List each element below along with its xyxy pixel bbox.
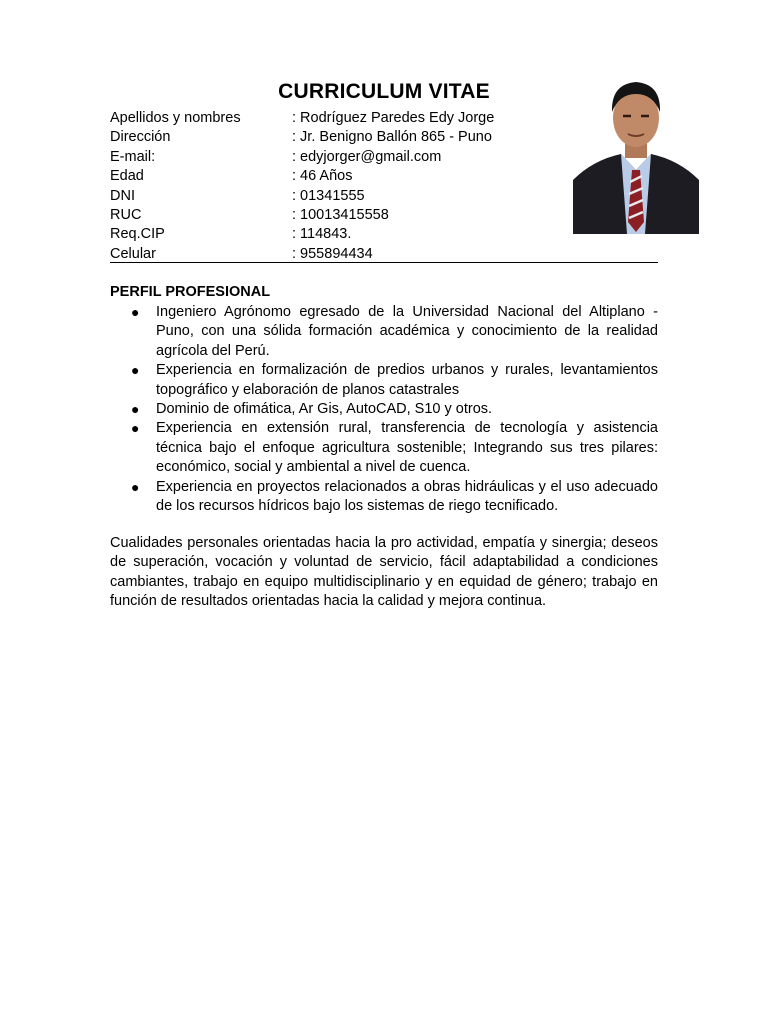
list-item	[110, 303, 658, 361]
info-label: E-mail:	[110, 148, 156, 165]
page-title: CURRICULUM VITAE	[278, 80, 490, 103]
list-item-text: Ingeniero Agrónomo egresado de la Universidad Nacional del Altiplano - Puno, con una sólida formación académica y conocimiento de la realidad agrícola del Perú.	[156, 304, 658, 359]
info-label: DNI	[110, 187, 135, 204]
cualidades-paragraph: Cualidades personales orientadas hacia la pro actividad, empatía y sinergia; deseos de superación, vocación y voluntad de servicio, fácil adaptabilidad a condiciones cambiantes, trabajo en equipo multidisciplinario y en equidad de género; trabajo en función de resultados orientadas hacia la calidad y mejora continua.	[110, 535, 658, 610]
info-label: RUC	[110, 206, 142, 223]
info-value: : 01341555	[292, 187, 365, 204]
info-value: : 10013415558	[292, 206, 389, 223]
list-item	[110, 361, 658, 400]
info-label: Req.CIP	[110, 226, 165, 243]
info-label: Apellidos y nombres	[110, 110, 241, 126]
list-item-text: Experiencia en formalización de predios urbanos y rurales, levantamientos topográfico y elaboración de planos catastrales	[156, 362, 658, 398]
info-value: : Jr. Benigno Ballón 865 - Puno	[292, 129, 492, 146]
info-value: : 114843.	[292, 226, 352, 243]
bullet-icon: ●	[131, 420, 140, 437]
divider	[110, 262, 658, 263]
bullet-icon: ●	[131, 362, 140, 379]
list-item-text: Dominio de ofimática, Ar Gis, AutoCAD, S10 y otros.	[156, 401, 493, 418]
info-label: Dirección	[110, 129, 171, 146]
profile-photo	[573, 72, 699, 234]
bullet-icon: ●	[131, 401, 140, 418]
perfil-list	[110, 303, 658, 516]
bullet-icon: ●	[131, 478, 140, 495]
info-value: : Rodríguez Paredes Edy Jorge	[292, 110, 495, 126]
info-value: : 46 Años	[292, 168, 353, 185]
info-label: Edad	[110, 168, 144, 185]
section-title-perfil: PERFIL PROFESIONAL	[110, 284, 271, 300]
bullet-icon: ●	[131, 304, 140, 320]
info-label: Celular	[110, 245, 156, 262]
list-item	[110, 478, 658, 517]
list-item	[110, 419, 658, 477]
list-item-text: Experiencia en extensión rural, transferencia de tecnología y asistencia técnica bajo el enfoque agricultura sostenible; Integrando sus tres pilares: económico, social y ambiental a nivel de cuenca.	[156, 420, 658, 476]
info-value: : 955894434	[292, 245, 373, 262]
info-value: : edyjorger@gmail.com	[292, 148, 442, 165]
list-item-text: Experiencia en proyectos relacionados a obras hidráulicas y el uso adecuado de los recursos hídricos bajo los sistemas de riego tecnificado.	[156, 478, 658, 515]
list-item	[110, 400, 658, 419]
